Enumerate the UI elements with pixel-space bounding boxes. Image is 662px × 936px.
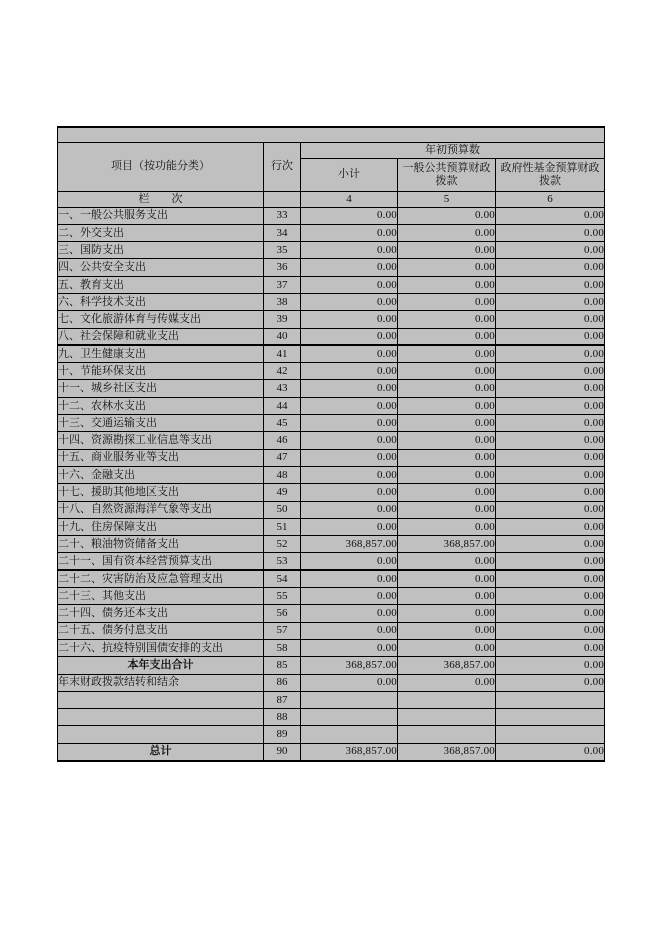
value-subtotal: 0.00 (301, 259, 398, 276)
row-label: 十九、住房保障支出 (58, 518, 264, 535)
value-subtotal: 368,857.00 (301, 657, 398, 674)
value-general-public: 0.00 (398, 570, 496, 587)
row-number: 46 (264, 432, 301, 449)
value-subtotal: 0.00 (301, 276, 398, 293)
value-general-public: 0.00 (398, 207, 496, 224)
value-gov-fund: 0.00 (496, 397, 605, 414)
row-number: 43 (264, 380, 301, 397)
row-number: 45 (264, 415, 301, 432)
table-row (58, 518, 605, 535)
value-subtotal: 0.00 (301, 432, 398, 449)
table-body (58, 127, 605, 761)
table-row (58, 345, 605, 362)
row-number: 87 (264, 691, 301, 708)
row-label (58, 691, 264, 708)
table-row (58, 397, 605, 414)
table-row (58, 501, 605, 518)
value-gov-fund: 0.00 (496, 501, 605, 518)
budget-table (57, 126, 605, 762)
value-gov-fund: 0.00 (496, 466, 605, 483)
budget-sheet (57, 126, 604, 762)
row-label: 七、文化旅游体育与传媒支出 (58, 311, 264, 328)
value-general-public: 0.00 (398, 380, 496, 397)
value-gov-fund: 0.00 (496, 415, 605, 432)
table-row (58, 432, 605, 449)
header-subtotal: 小计 (301, 158, 398, 191)
row-label: 八、社会保障和就业支出 (58, 328, 264, 345)
column-index-5: 5 (398, 191, 496, 207)
table-row (58, 328, 605, 345)
row-number: 35 (264, 242, 301, 259)
row-label: 二十六、抗疫特别国债安排的支出 (58, 639, 264, 656)
value-general-public: 0.00 (398, 501, 496, 518)
header-gov-fund-budget: 政府性基金预算财政拨款 (496, 158, 605, 191)
row-number: 47 (264, 449, 301, 466)
row-number: 88 (264, 709, 301, 726)
row-label: 本年支出合计 (58, 657, 264, 674)
value-gov-fund: 0.00 (496, 518, 605, 535)
table-row (58, 311, 605, 328)
value-subtotal (301, 691, 398, 708)
row-label: 十二、农林水支出 (58, 397, 264, 414)
value-gov-fund: 0.00 (496, 363, 605, 380)
row-number: 33 (264, 207, 301, 224)
value-subtotal: 0.00 (301, 224, 398, 241)
value-subtotal: 0.00 (301, 207, 398, 224)
value-gov-fund: 0.00 (496, 536, 605, 553)
value-general-public: 0.00 (398, 293, 496, 310)
value-gov-fund: 0.00 (496, 293, 605, 310)
row-number: 86 (264, 674, 301, 691)
value-general-public: 0.00 (398, 259, 496, 276)
value-general-public: 0.00 (398, 466, 496, 483)
row-number: 55 (264, 588, 301, 605)
table-row (58, 449, 605, 466)
value-subtotal: 0.00 (301, 363, 398, 380)
value-general-public: 0.00 (398, 242, 496, 259)
row-number: 58 (264, 639, 301, 656)
value-gov-fund: 0.00 (496, 345, 605, 362)
value-gov-fund: 0.00 (496, 657, 605, 674)
value-subtotal: 0.00 (301, 639, 398, 656)
table-row (58, 242, 605, 259)
row-number: 56 (264, 605, 301, 622)
value-general-public (398, 691, 496, 708)
table-row (58, 622, 605, 639)
row-label: 十八、自然资源海洋气象等支出 (58, 501, 264, 518)
value-general-public: 0.00 (398, 224, 496, 241)
row-label: 五、教育支出 (58, 276, 264, 293)
table-row (58, 363, 605, 380)
value-subtotal (301, 709, 398, 726)
table-row (58, 570, 605, 587)
value-gov-fund: 0.00 (496, 674, 605, 691)
value-general-public: 368,857.00 (398, 536, 496, 553)
value-gov-fund: 0.00 (496, 449, 605, 466)
value-subtotal: 0.00 (301, 588, 398, 605)
value-general-public: 0.00 (398, 622, 496, 639)
value-gov-fund: 0.00 (496, 380, 605, 397)
value-subtotal: 0.00 (301, 501, 398, 518)
table-row (58, 605, 605, 622)
row-number: 44 (264, 397, 301, 414)
value-gov-fund (496, 726, 605, 743)
row-number: 36 (264, 259, 301, 276)
value-subtotal: 0.00 (301, 345, 398, 362)
value-general-public: 0.00 (398, 415, 496, 432)
value-subtotal: 368,857.00 (301, 536, 398, 553)
value-general-public: 0.00 (398, 276, 496, 293)
value-general-public: 368,857.00 (398, 743, 496, 760)
value-gov-fund: 0.00 (496, 622, 605, 639)
value-gov-fund (496, 709, 605, 726)
value-gov-fund: 0.00 (496, 432, 605, 449)
row-label: 二十、粮油物资储备支出 (58, 536, 264, 553)
value-general-public: 0.00 (398, 311, 496, 328)
table-row (58, 207, 605, 224)
value-subtotal: 0.00 (301, 380, 398, 397)
value-subtotal: 368,857.00 (301, 743, 398, 760)
value-subtotal: 0.00 (301, 311, 398, 328)
value-subtotal: 0.00 (301, 449, 398, 466)
table-row (58, 466, 605, 483)
value-gov-fund (496, 691, 605, 708)
column-index-4: 4 (301, 191, 398, 207)
row-number: 89 (264, 726, 301, 743)
value-subtotal: 0.00 (301, 328, 398, 345)
row-label: 二十五、债务付息支出 (58, 622, 264, 639)
value-subtotal: 0.00 (301, 293, 398, 310)
value-general-public: 0.00 (398, 345, 496, 362)
table-row (58, 293, 605, 310)
row-label: 总计 (58, 743, 264, 760)
row-label: 二十二、灾害防治及应急管理支出 (58, 570, 264, 587)
header-row-group (58, 142, 605, 158)
value-general-public: 0.00 (398, 674, 496, 691)
row-number: 52 (264, 536, 301, 553)
top-blank-band-cell (58, 127, 605, 142)
row-number: 53 (264, 553, 301, 570)
value-general-public (398, 726, 496, 743)
row-number: 48 (264, 466, 301, 483)
value-subtotal: 0.00 (301, 242, 398, 259)
row-number: 42 (264, 363, 301, 380)
header-group-year-start-budget: 年初预算数 (301, 142, 605, 158)
row-label: 二十四、债务还本支出 (58, 605, 264, 622)
header-row-no: 行次 (264, 142, 301, 191)
header-item: 项目（按功能分类） (58, 142, 264, 191)
value-gov-fund: 0.00 (496, 639, 605, 656)
value-general-public: 0.00 (398, 397, 496, 414)
table-row (58, 674, 605, 691)
table-row (58, 553, 605, 570)
row-label: 六、科学技术支出 (58, 293, 264, 310)
value-gov-fund: 0.00 (496, 242, 605, 259)
table-row (58, 224, 605, 241)
value-general-public: 0.00 (398, 639, 496, 656)
table-row (58, 484, 605, 501)
row-label: 年末财政拨款结转和结余 (58, 674, 264, 691)
value-general-public: 0.00 (398, 518, 496, 535)
row-number: 90 (264, 743, 301, 760)
row-label: 四、公共安全支出 (58, 259, 264, 276)
row-number: 37 (264, 276, 301, 293)
value-gov-fund: 0.00 (496, 605, 605, 622)
table-row (58, 691, 605, 708)
row-label: 十四、资源勘探工业信息等支出 (58, 432, 264, 449)
value-subtotal: 0.00 (301, 605, 398, 622)
row-number: 38 (264, 293, 301, 310)
row-label (58, 726, 264, 743)
value-gov-fund: 0.00 (496, 328, 605, 345)
table-row (58, 276, 605, 293)
value-gov-fund: 0.00 (496, 588, 605, 605)
value-gov-fund: 0.00 (496, 224, 605, 241)
row-number: 39 (264, 311, 301, 328)
table-row (58, 588, 605, 605)
value-gov-fund: 0.00 (496, 553, 605, 570)
value-general-public: 0.00 (398, 363, 496, 380)
row-label: 三、国防支出 (58, 242, 264, 259)
value-gov-fund: 0.00 (496, 570, 605, 587)
column-index-6: 6 (496, 191, 605, 207)
row-label: 一、一般公共服务支出 (58, 207, 264, 224)
row-label: 十、节能环保支出 (58, 363, 264, 380)
value-general-public: 0.00 (398, 449, 496, 466)
row-number: 49 (264, 484, 301, 501)
value-general-public: 0.00 (398, 553, 496, 570)
table-row (58, 639, 605, 656)
value-subtotal: 0.00 (301, 397, 398, 414)
row-label: 十七、援助其他地区支出 (58, 484, 264, 501)
value-gov-fund: 0.00 (496, 207, 605, 224)
value-subtotal (301, 726, 398, 743)
row-label: 二十三、其他支出 (58, 588, 264, 605)
table-row (58, 726, 605, 743)
value-general-public: 0.00 (398, 605, 496, 622)
value-gov-fund: 0.00 (496, 743, 605, 760)
value-general-public (398, 709, 496, 726)
row-number: 41 (264, 345, 301, 362)
table-row (58, 743, 605, 760)
row-label: 十六、金融支出 (58, 466, 264, 483)
row-number: 57 (264, 622, 301, 639)
value-gov-fund: 0.00 (496, 311, 605, 328)
value-subtotal: 0.00 (301, 484, 398, 501)
value-subtotal: 0.00 (301, 415, 398, 432)
value-subtotal: 0.00 (301, 553, 398, 570)
row-number: 50 (264, 501, 301, 518)
table-row (58, 380, 605, 397)
row-number: 54 (264, 570, 301, 587)
value-gov-fund: 0.00 (496, 259, 605, 276)
value-general-public: 0.00 (398, 484, 496, 501)
table-row (58, 259, 605, 276)
value-subtotal: 0.00 (301, 570, 398, 587)
table-row (58, 415, 605, 432)
top-blank-band (58, 127, 605, 142)
table-row (58, 536, 605, 553)
row-label (58, 709, 264, 726)
row-number: 51 (264, 518, 301, 535)
row-number: 40 (264, 328, 301, 345)
value-subtotal: 0.00 (301, 674, 398, 691)
value-subtotal: 0.00 (301, 466, 398, 483)
column-index-row (58, 191, 605, 207)
value-gov-fund: 0.00 (496, 484, 605, 501)
column-index-label: 栏 次 (58, 191, 264, 207)
value-general-public: 368,857.00 (398, 657, 496, 674)
value-gov-fund: 0.00 (496, 276, 605, 293)
row-label: 十三、交通运输支出 (58, 415, 264, 432)
row-number: 85 (264, 657, 301, 674)
row-label: 十五、商业服务业等支出 (58, 449, 264, 466)
value-general-public: 0.00 (398, 432, 496, 449)
table-row (58, 709, 605, 726)
row-label: 二、外交支出 (58, 224, 264, 241)
row-label: 二十一、国有资本经营预算支出 (58, 553, 264, 570)
row-number: 34 (264, 224, 301, 241)
header-general-public-budget: 一般公共预算财政拨款 (398, 158, 496, 191)
value-subtotal: 0.00 (301, 518, 398, 535)
value-subtotal: 0.00 (301, 622, 398, 639)
column-index-rowno-blank (264, 191, 301, 207)
row-label: 十一、城乡社区支出 (58, 380, 264, 397)
table-row (58, 657, 605, 674)
row-label: 九、卫生健康支出 (58, 345, 264, 362)
value-general-public: 0.00 (398, 328, 496, 345)
value-general-public: 0.00 (398, 588, 496, 605)
